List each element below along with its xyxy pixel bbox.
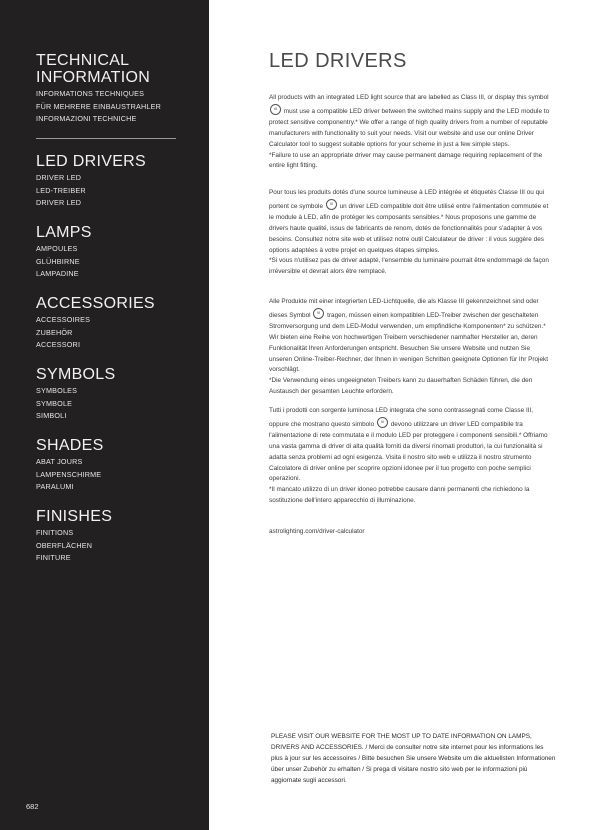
section-subitem: GLÜHBIRNE (36, 256, 80, 266)
section-subitem: ACCESSORI (36, 340, 81, 349)
main-content (209, 0, 600, 830)
section-title[interactable]: SHADES (36, 437, 104, 454)
section-subitem: OBERFLÄCHEN (36, 540, 93, 550)
section-subitem: PARALUMI (36, 482, 74, 491)
section-subitem: INFORMATIONS TECHNIQUES (36, 89, 145, 98)
section-subitem: LAMPENSCHIRME (36, 469, 102, 479)
section-title: TECHNICAL (36, 52, 130, 69)
section-title: INFORMATION (36, 69, 151, 86)
paragraph-german (269, 297, 554, 398)
paragraph-text: Pour tous les produits dotés d'une source lumineuse à LED intégrée et étiquetés Classe III ou qui portent ce symbole (269, 189, 545, 210)
section-subitem: ZUBEHÖR (36, 327, 73, 337)
section-subitem: FÜR MEHRERE EINBAUSTRAHLER (36, 101, 162, 111)
paragraph-text: un driver LED compatible doit être utilisé entre l'alimentation commutée et le module à LED, afin de protéger les composants sensibles.* Nous proposons une gamme de drivers haute qualité, issus de fabricants de renom, dotés de fonctionnalités pour s'adapter à vos besoins. Consultez notre site web et utilisez notre outil Calculateur de driver : il vous suggère des options adaptées à votre projet en quelques étapes simples. (269, 202, 549, 254)
section-title[interactable]: FINISHES (36, 508, 113, 525)
page-title: LED DRIVERS (269, 50, 407, 72)
section-subitem: FINITURE (36, 553, 71, 562)
section-subitem: SIMBOLI (36, 411, 67, 420)
paragraph-note: *Il mancato utilizzo di un driver idoneo potrebbe causare danni permanenti che richiedono la sostituzione dell'intero apparecchio di illuminazione. (269, 486, 530, 505)
paragraph-text: Alle Produkte mit einer integrierten LED-Lichtquelle, die als Klasse III gekennzeichnet sind oder dieses Symbol (269, 298, 539, 319)
paragraph-text: tragen, müssen einen kompatiblen LED-Treiber zwischen der geschalteten Stromversorgung und dem LED-Modul verwenden, um empfindliche Komponenten* zu schützen.* Wir bieten eine Reihe von hochwertigen Treibern verschiedener namhafter Hersteller an, deren Funktionalität Ihren Anforderungen entspricht. Besuchen Sie unsere Website und nutzen Sie unseren Online-Treiber-Rechner, der Ihnen in wenigen Schritten geeignete Optionen für Ihr Projekt vorschlägt. (269, 311, 548, 374)
section-subitem: AMPOULES (36, 244, 78, 253)
sidebar-divider (36, 138, 176, 139)
sidebar-section-lamps[interactable] (36, 224, 92, 281)
paragraph-text: devono utilizzare un driver LED compatibile tra l'alimentazione di rete commutata e il modulo LED per proteggere i componenti sensibili.* Offriamo una vasta gamma di driver di alta qualità forniti da diversi rinomati produttori, la cui funzionalità si adatta senza problemi ad ogni esigenza. Visita il nostro sito web e utilizza il nostro strumento Calcolatore di driver online per scoprire opzioni idonee per il tuo progetto con poche semplici operazioni. (269, 420, 548, 483)
sidebar-section-technical (36, 52, 161, 126)
section-subitem: INFORMAZIONI TECHNICHE (36, 114, 137, 123)
footer-notice: PLEASE VISIT OUR WEBSITE FOR THE MOST UP TO DATE INFORMATION ON LAMPS, DRIVERS AND ACCESSORIES. / Merci de consulter notre site internet pour les informations les plus à jour sur les accessoires / Bitte besuchen Sie unsere Website um die aktuellsten Informationen über unser Zubehör zu erhalten / Si prega di visitare nostro sito web per le informazioni più aggiornate sugli accessori. (271, 733, 556, 784)
sidebar-section-symbols[interactable] (36, 366, 115, 423)
section-title[interactable]: LAMPS (36, 224, 92, 241)
section-subitem: SYMBOLES (36, 386, 78, 395)
sidebar (0, 0, 209, 830)
paragraph-text: Tutti i prodotti con sorgente luminosa LED integrata che sono contrassegnati come Classe III, oppure che mostrano questo simbolo (269, 407, 534, 428)
section-title[interactable]: LED DRIVERS (36, 153, 146, 170)
driver-calculator-link[interactable]: astrolighting.com/driver-calculator (269, 528, 365, 535)
class-iii-symbol-icon (270, 104, 281, 115)
paragraph-note: *Failure to use an appropriate driver may cause permanent damage requiring replacement of the entire light fitting. (269, 151, 543, 170)
paragraph-english (269, 93, 554, 172)
paragraph-note: *Die Verwendung eines ungeeigneten Treibers kann zu dauerhaften Schäden führen, die den Austausch der gesamten Leuchte erfordern. (269, 377, 533, 396)
section-subitem: ACCESSOIRES (36, 315, 91, 324)
section-title[interactable]: SYMBOLS (36, 366, 116, 383)
section-subitem: LED-TREIBER (36, 185, 86, 195)
page-number: 682 (26, 802, 39, 811)
sidebar-section-accessories[interactable] (36, 295, 155, 352)
section-subitem: SYMBOLE (36, 398, 73, 408)
paragraph-italian (269, 406, 554, 507)
section-subitem: DRIVER LED (36, 173, 82, 182)
section-subitem: DRIVER LED (36, 198, 82, 207)
class-iii-symbol-icon (326, 199, 337, 210)
class-iii-symbol-icon (313, 308, 324, 319)
section-subitem: FINITIONS (36, 528, 74, 537)
sidebar-section-finishes[interactable] (36, 508, 112, 565)
paragraph-text: All products with an integrated LED light source that are labelled as Class III, or display this symbol (269, 94, 549, 101)
paragraph-note: *Si vous n'utilisez pas de driver adapté, l'ensemble du luminaire pourrait être endommagé de façon irréversible et devrait alors être remplacé. (269, 257, 549, 276)
section-subitem: LAMPADINE (36, 269, 79, 278)
paragraph-french (269, 188, 554, 278)
paragraph-text: must use a compatible LED driver between the switched mains supply and the LED module to protect sensitive componentry.* We offer a range of high quality drivers from a number of reputable manufacturers with functionality to suit your needs. Visit our website and use our online Driver Calculator tool to suggest suitable options for your scheme in just a few simple steps. (269, 107, 550, 148)
section-title[interactable]: ACCESSORIES (36, 295, 155, 312)
sidebar-section-led-drivers[interactable] (36, 153, 146, 210)
sidebar-section-shades[interactable] (36, 437, 104, 494)
section-subitem: ABAT JOURS (36, 457, 83, 466)
class-iii-symbol-icon (377, 417, 388, 428)
